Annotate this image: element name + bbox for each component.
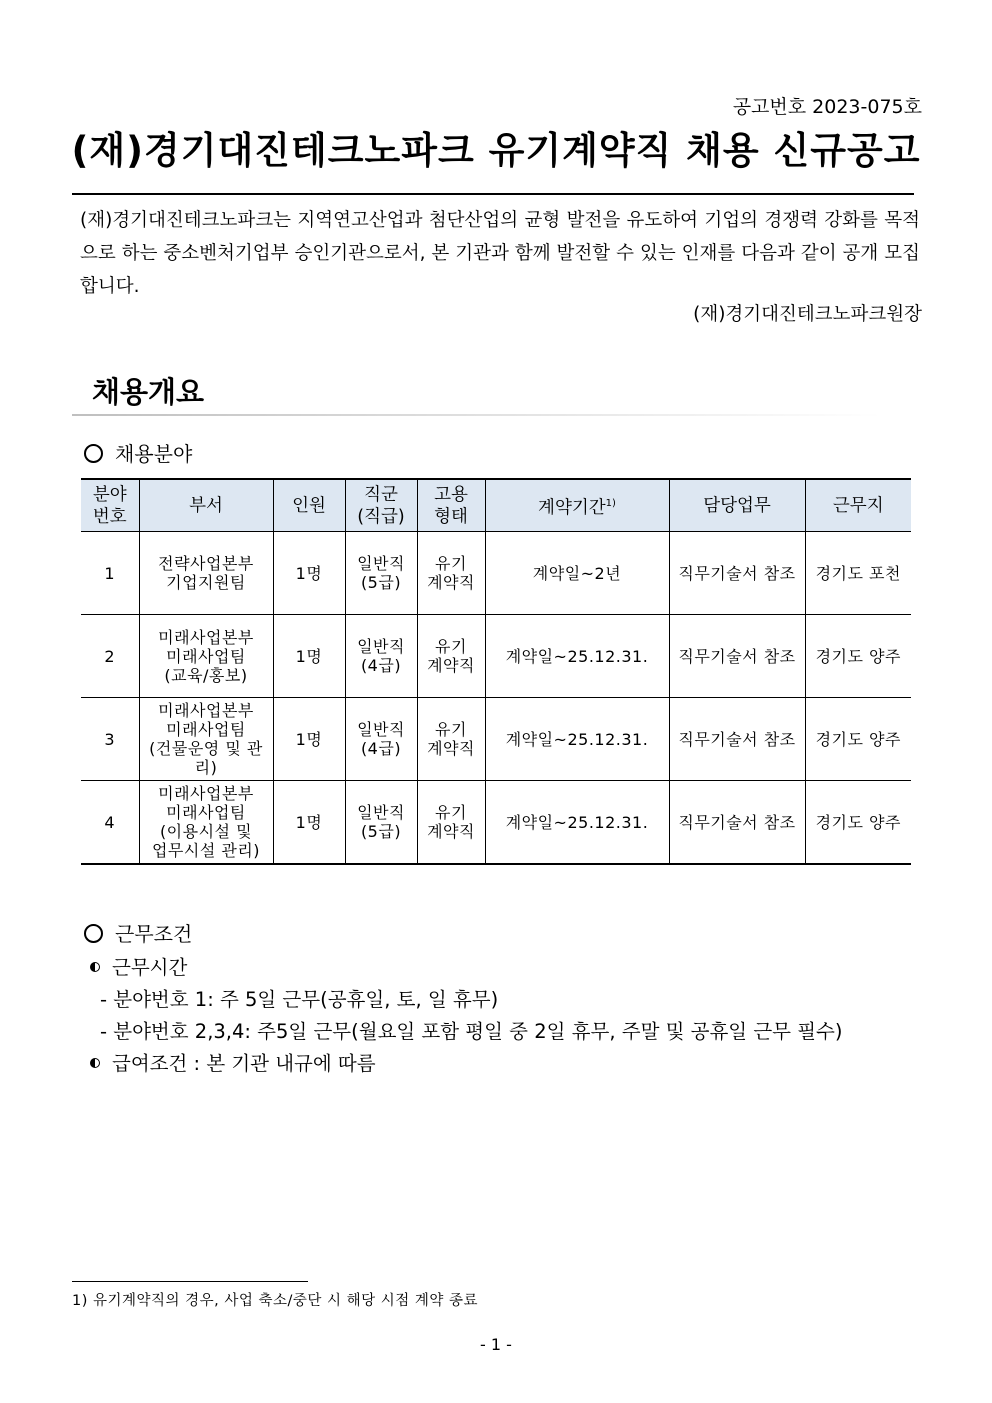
header-period-label: 계약기간 [538, 497, 606, 518]
header-duty: 담당업무 [669, 479, 805, 532]
signature: (재)경기대진테크노파크원장 [693, 304, 922, 325]
cell-count: 1명 [273, 532, 345, 615]
cell-period: 계약일~25.12.31. [485, 698, 669, 781]
section-divider [72, 414, 882, 416]
footnote-mark: 1) [605, 497, 616, 509]
title-divider [72, 193, 914, 195]
cell-grade: 일반직 (4급) [345, 615, 417, 698]
subsection-label: 근무조건 [115, 922, 193, 946]
table-row [81, 532, 911, 615]
notice-number: 공고번호 2023-075호 [732, 96, 922, 118]
subsection-label: 채용분야 [115, 442, 193, 466]
header-count: 인원 [273, 479, 345, 532]
header-grade: 직군 (직급) [345, 479, 417, 532]
subsection-work-conditions [84, 918, 192, 947]
footnote-divider [72, 1281, 308, 1282]
cell-period: 계약일~25.12.31. [485, 615, 669, 698]
cell-location: 경기도 양주 [805, 615, 911, 698]
cell-duty: 직무기술서 참조 [669, 781, 805, 865]
cell-type: 유기 계약직 [417, 615, 485, 698]
header-no: 분야 번호 [81, 479, 139, 532]
cell-no: 4 [81, 781, 139, 865]
cell-type: 유기 계약직 [417, 781, 485, 865]
cell-grade: 일반직 (5급) [345, 532, 417, 615]
bullet-work-hours [90, 952, 187, 980]
page-title: (재)경기대진테크노파크 유기계약직 채용 신규공고 [71, 129, 921, 172]
recruitment-table [81, 478, 911, 865]
cell-duty: 직무기술서 참조 [669, 615, 805, 698]
cell-duty: 직무기술서 참조 [669, 532, 805, 615]
half-circle-bullet-icon [90, 1058, 100, 1068]
section-title: 채용개요 [92, 375, 205, 409]
bullet-pay [90, 1048, 376, 1076]
circle-icon [84, 444, 103, 463]
subsection-recruit-field [84, 438, 192, 467]
table-header-row [81, 479, 911, 532]
cell-no: 2 [81, 615, 139, 698]
header-period [485, 479, 669, 532]
cell-type: 유기 계약직 [417, 532, 485, 615]
circle-icon [84, 924, 103, 943]
header-location: 근무지 [805, 479, 911, 532]
cell-location: 경기도 포천 [805, 532, 911, 615]
cell-dept: 전략사업본부 기업지원팀 [139, 532, 273, 615]
cell-location: 경기도 양주 [805, 781, 911, 865]
table-row [81, 698, 911, 781]
cell-period: 계약일~25.12.31. [485, 781, 669, 865]
page-number: - 1 - [480, 1335, 512, 1354]
cell-location: 경기도 양주 [805, 698, 911, 781]
bullet-label: 급여조건 : 본 기관 내규에 따름 [112, 1052, 376, 1075]
header-dept: 부서 [139, 479, 273, 532]
footnote: 1) 유기계약직의 경우, 사업 축소/중단 시 해당 시점 계약 종료 [72, 1293, 479, 1309]
hours-line-1: - 분야번호 1: 주 5일 근무(공휴일, 토, 일 휴무) [100, 988, 499, 1011]
cell-count: 1명 [273, 615, 345, 698]
cell-grade: 일반직 (5급) [345, 781, 417, 865]
cell-dept: 미래사업본부 미래사업팀 (이용시설 및 업무시설 관리) [139, 781, 273, 865]
table-row [81, 781, 911, 865]
cell-period: 계약일~2년 [485, 532, 669, 615]
cell-duty: 직무기술서 참조 [669, 698, 805, 781]
cell-count: 1명 [273, 698, 345, 781]
cell-dept: 미래사업본부 미래사업팀 (교육/홍보) [139, 615, 273, 698]
intro-paragraph: (재)경기대진테크노파크는 지역연고산업과 첨단산업의 균형 발전을 유도하여 기업의 경쟁력 강화를 목적으로 하는 중소벤처기업부 승인기관으로서, 본 기관과 함께 발전할 수 있는 인재를 다음과 같이 공개 모집합니다. [80, 210, 920, 297]
half-circle-bullet-icon [90, 962, 100, 972]
header-type: 고용 형태 [417, 479, 485, 532]
table-row [81, 615, 911, 698]
cell-no: 3 [81, 698, 139, 781]
bullet-label: 근무시간 [112, 956, 188, 979]
hours-line-2: - 분야번호 2,3,4: 주5일 근무(월요일 포함 평일 중 2일 휴무, 주말 및 공휴일 근무 필수) [100, 1020, 843, 1043]
cell-count: 1명 [273, 781, 345, 865]
cell-type: 유기 계약직 [417, 698, 485, 781]
cell-no: 1 [81, 532, 139, 615]
cell-grade: 일반직 (4급) [345, 698, 417, 781]
cell-dept: 미래사업본부 미래사업팀 (건물운영 및 관리) [139, 698, 273, 781]
